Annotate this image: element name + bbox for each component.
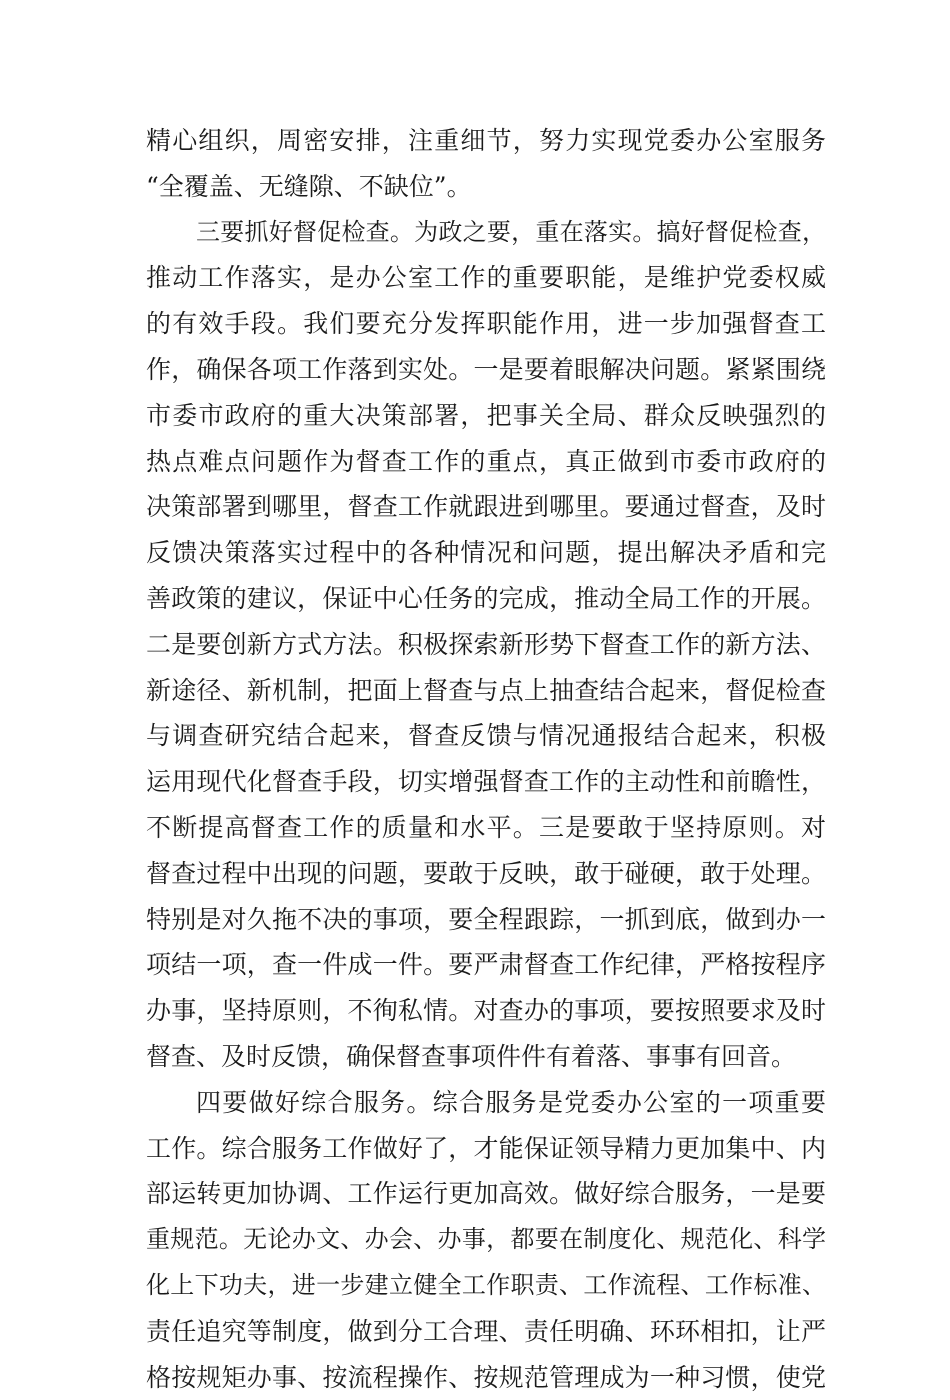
text-line: 重规范。无论办文、办会、办事，都要在制度化、规范化、科学 — [146, 1225, 826, 1254]
text-line: 三要抓好督促检查。为政之要，重在落实。搞好督促检查， — [196, 217, 826, 246]
text-line: 精心组织，周密安排，注重细节，努力实现党委办公室服务 — [146, 126, 826, 155]
text-line: 与调查研究结合起来，督查反馈与情况通报结合起来，积极 — [146, 721, 826, 751]
text-line: 督查过程中出现的问题，要敢于反映，敢于碰硬，敢于处理。 — [146, 858, 826, 888]
document-body-text — [146, 118, 826, 1400]
text-line: “全覆盖、无缝隙、不缺位”。 — [146, 171, 472, 201]
text-line: 办事，坚持原则，不徇私情。对查办的事项，要按照要求及时 — [146, 996, 826, 1026]
text-line: 特别是对久拖不决的事项，要全程跟踪，一抓到底，做到办一 — [146, 904, 826, 934]
text-line: 推动工作落实，是办公室工作的重要职能，是维护党委权威 — [146, 263, 826, 293]
text-line: 四要做好综合服务。综合服务是党委办公室的一项重要 — [196, 1087, 826, 1117]
text-line: 反馈决策落实过程中的各种情况和问题，提出解决矛盾和完 — [146, 538, 826, 568]
text-line: 部运转更加协调、工作运行更加高效。做好综合服务，一是要 — [146, 1179, 826, 1209]
text-line: 运用现代化督查手段，切实增强督查工作的主动性和前瞻性， — [146, 767, 826, 797]
text-line: 热点难点问题作为督查工作的重点，真正做到市委市政府的 — [146, 446, 826, 476]
text-line: 决策部署到哪里，督查工作就跟进到哪里。要通过督查，及时 — [146, 492, 826, 522]
text-line: 二是要创新方式方法。积极探索新形势下督查工作的新方法、 — [146, 629, 826, 659]
text-line: 善政策的建议，保证中心任务的完成，推动全局工作的开展。 — [146, 583, 826, 613]
text-line: 工作。综合服务工作做好了，才能保证领导精力更加集中、内 — [146, 1133, 826, 1163]
text-line: 督查、及时反馈，确保督查事项件件有着落、事事有回音。 — [146, 1041, 797, 1071]
text-line: 化上下功夫，进一步建立健全工作职责、工作流程、工作标准、 — [146, 1270, 826, 1299]
text-line: 项结一项，查一件成一件。要严肃督查工作纪律，严格按程序 — [146, 950, 826, 980]
text-line: 作，确保各项工作落到实处。一是要着眼解决问题。紧紧围绕 — [146, 354, 826, 384]
text-line: 的有效手段。我们要充分发挥职能作用，进一步加强督查工 — [146, 309, 826, 339]
text-line: 不断提高督查工作的质量和水平。三是要敢于坚持原则。对 — [146, 812, 826, 842]
text-line: 格按规矩办事、按流程操作、按规范管理成为一种习惯，使党 — [146, 1362, 826, 1392]
text-line: 新途径、新机制，把面上督查与点上抽查结合起来，督促检查 — [146, 675, 826, 705]
text-line: 责任追究等制度，做到分工合理、责任明确、环环相扣，让严 — [146, 1316, 826, 1346]
text-line: 市委市政府的重大决策部署，把事关全局、群众反映强烈的 — [146, 400, 826, 430]
